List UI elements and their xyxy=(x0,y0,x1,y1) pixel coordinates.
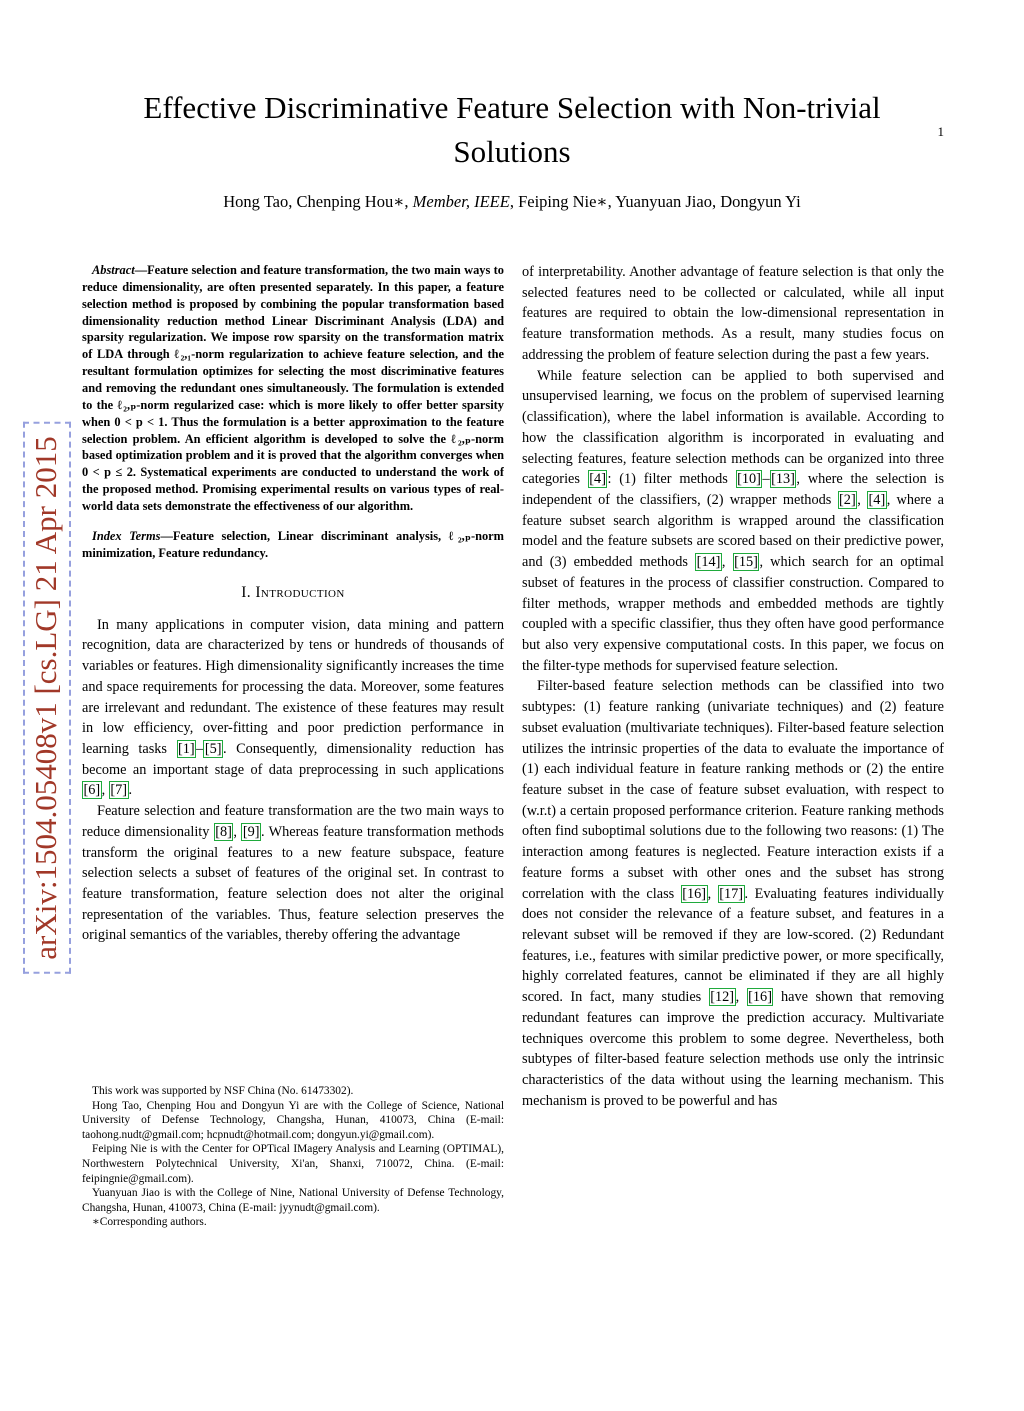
citation-link[interactable]: [16] xyxy=(682,885,707,902)
citation-link[interactable]: [8] xyxy=(215,823,232,840)
citation-link[interactable]: [4] xyxy=(589,471,606,488)
footnotes-block xyxy=(82,1074,504,1230)
arxiv-stamp: arXiv:1504.05408v1 [cs.LG] 21 Apr 2015 xyxy=(23,422,71,974)
right-column-paragraphs xyxy=(522,262,944,1111)
index-terms-text: —Feature selection, Linear discriminant analysis, ℓ₂,ₚ-norm minimization, Feature redundancy. xyxy=(82,528,504,560)
citation-link[interactable]: [16] xyxy=(748,989,772,1006)
index-terms-label: Index Terms xyxy=(92,528,161,543)
right-column xyxy=(522,262,944,1230)
introduction-paragraph: Feature selection and feature transformation are the two main ways to reduce dimensionality [8] , [9] . Whereas feature transformation methods transform the original features to a new feature subspace, feature selection selects a subset of features of the original set. In contrast to feature transformation, feature selection does not alter the original representation of the variables. Thus, feature selection preserves the original semantics of the variables, thereby offering the advantage xyxy=(82,803,504,944)
authors-line xyxy=(0,192,1024,212)
introduction-paragraphs xyxy=(82,615,504,947)
citation-link[interactable]: [1] xyxy=(178,740,195,757)
citation-link[interactable]: [6] xyxy=(83,782,101,799)
body-paragraph: Filter-based feature selection methods can be classified into two subtypes: (1) feature ranking (univariate techniques) and (2) feature subset evaluation (multivariate techniques). Filter-based feature selection utilizes the intrinsic properties of the data to evaluate the importance of (1) each individual feature in feature ranking methods or (2) the entire feature subset in the case of feature subset evaluation, with respect to (w.r.t) a certain proposed performance criterion. Feature ranking methods often find suboptimal solutions due to the following two reasons: (1) The interaction among features is neglected. Feature interaction exists if a feature forms a subset with other ones and the subset has strong correlation with the class [16] , [17] . Evaluating features individually does not consider the relevance of a feature subset, and features in a relevant subset will be removed if they are low-scored. (2) Redundant features, i.e., features with similar predictive power, or more specifically, highly correlated features, cannot be eliminated if they are all highly scored. In fact, many studies [12] , [16] have shown that removing redundant features can improve the prediction accuracy. Multivariate techniques overcome this problem to some degree. Nevertheless, both subtypes of filter-based feature selection methods use only the intrinsic characteristics of the data without using the learning mechanism. This mechanism is proved to be powerful and has xyxy=(522,678,944,1109)
footnote: This work was supported by NSF China (No. 61473302). xyxy=(92,1085,354,1098)
authors-text-pre: Hong Tao, Chenping Hou∗, xyxy=(223,192,413,212)
left-column xyxy=(82,262,504,1230)
index-terms xyxy=(82,528,504,562)
citation-link[interactable]: [5] xyxy=(204,740,222,757)
body-paragraph: of interpretability. Another advantage of feature selection is that only the selected features need to be collected or calculated, while all input features are required to obtain the low-dimensional representation in feature transformation methods. As a result, many studies focus on addressing the problem of feature selection during the past a few years. xyxy=(522,264,944,363)
citation-link[interactable]: [14] xyxy=(696,554,721,571)
abstract-text: —Feature selection and feature transformation, the two main ways to reduce dimensionality, are often presented separately. In this paper, a feature selection method is proposed by combining the popular transformation based dimensionality reduction method Linear Discriminant Analysis (LDA) and sparsity regularization. We impose row sparsity on the transformation matrix of LDA through ℓ₂,₁-norm regularization to achieve feature selection, and the resultant formulation optimizes for selecting the most discriminative features and removing the redundant ones simultaneously. The formulation is extended to the ℓ₂,ₚ-norm regularized case: which is more likely to offer better sparsity when 0 < p < 1. Thus the formulation is a better approximation to the feature selection problem. An efficient algorithm is developed to solve the ℓ₂,ₚ-norm based optimization problem and it is proved that the algorithm converges when 0 < p ≤ 2. Systematical experiments are conducted to understand the work of the proposed method. Promising experimental results on various types of real-world data sets demonstrate the effectiveness of our algorithm. xyxy=(82,263,504,514)
paper-title: Effective Discriminative Feature Selection with Non-trivial Solutions xyxy=(143,90,881,170)
citation-link[interactable]: [12] xyxy=(710,989,735,1006)
introduction-paragraph: In many applications in computer vision, data mining and pattern recognition, data are characterized by tens or hundreds of thousands of variables or features. High dimensionality significantly increases the time and space requirements for processing the data. Moreover, some features are irrelevant and redundant. The existence of these features may result in low efficiency, over-fitting and poor prediction performance in learning tasks [1] – [5] . Consequently, dimensionality reduction has become an important stage of data preprocessing in such applications [6] , [7] . xyxy=(82,616,504,799)
page-number: 1 xyxy=(937,124,944,139)
citation-link[interactable]: [13] xyxy=(771,471,795,488)
citation-link[interactable]: [15] xyxy=(734,554,758,571)
citation-link[interactable]: [17] xyxy=(719,885,744,902)
authors-text-post: , Feiping Nie∗, Yuanyuan Jiao, Dongyun Yi xyxy=(509,192,801,212)
abstract-label: Abstract xyxy=(92,263,135,278)
footnote: Hong Tao, Chenping Hou and Dongyun Yi are with the College of Science, National University of Defense Technology, Changsha, Hunan, 410073, China (E-mail: taohong.nudt@gmail.com; hcpnudt@hotmail.com; dongyun.yi@gmail.com). xyxy=(82,1099,504,1141)
citation-link[interactable]: [10] xyxy=(737,471,761,488)
body-paragraph: While feature selection can be applied to both supervised and unsupervised learning, we focus on the problem of supervised learning (classification), where the label information is available. According to how the classification algorithm is incorporated in evaluating and selecting features, feature selection methods can be organized into three categories [4] : (1) filter methods [10] – [13] , where the selection is independent of the classifiers, (2) wrapper methods [2] , [4] , where a feature subset search algorithm is wrapped around the classification model and the feature subsets are scored based on their predictive power, and (3) embedded methods [14] , [15] , which search for an optimal subset of features in the process of classifier construction. Compared to filter methods, wrapper methods and embedded methods are tightly coupled with a specific classifier, thus they often have good performance but also very expensive computational costs. In this paper, we focus on the filter-type methods for supervised feature selection. xyxy=(522,367,944,674)
citation-link[interactable]: [4] xyxy=(868,491,886,508)
two-column-body xyxy=(82,262,944,1230)
authors-ieee-member: Member, IEEE xyxy=(412,192,510,212)
footnote: Yuanyuan Jiao is with the College of Nine, National University of Defense Technology, Changsha, Hunan, 410073, China (E-mail: jyynudt@gmail.com). xyxy=(82,1187,504,1214)
section-heading-introduction: I. Introduction xyxy=(241,583,345,601)
citation-link[interactable]: [2] xyxy=(839,491,856,508)
citation-link[interactable]: [7] xyxy=(110,782,127,799)
footnote: ∗Corresponding authors. xyxy=(92,1216,207,1229)
footnote: Feiping Nie is with the Center for OPTical IMagery Analysis and Learning (OPTIMAL), Northwestern Polytechnical University, Xi'an, Shanxi, 710072, China. (E-mail: feipingnie@gmail.com). xyxy=(82,1143,504,1185)
abstract xyxy=(82,262,504,515)
citation-link[interactable]: [9] xyxy=(242,823,260,840)
